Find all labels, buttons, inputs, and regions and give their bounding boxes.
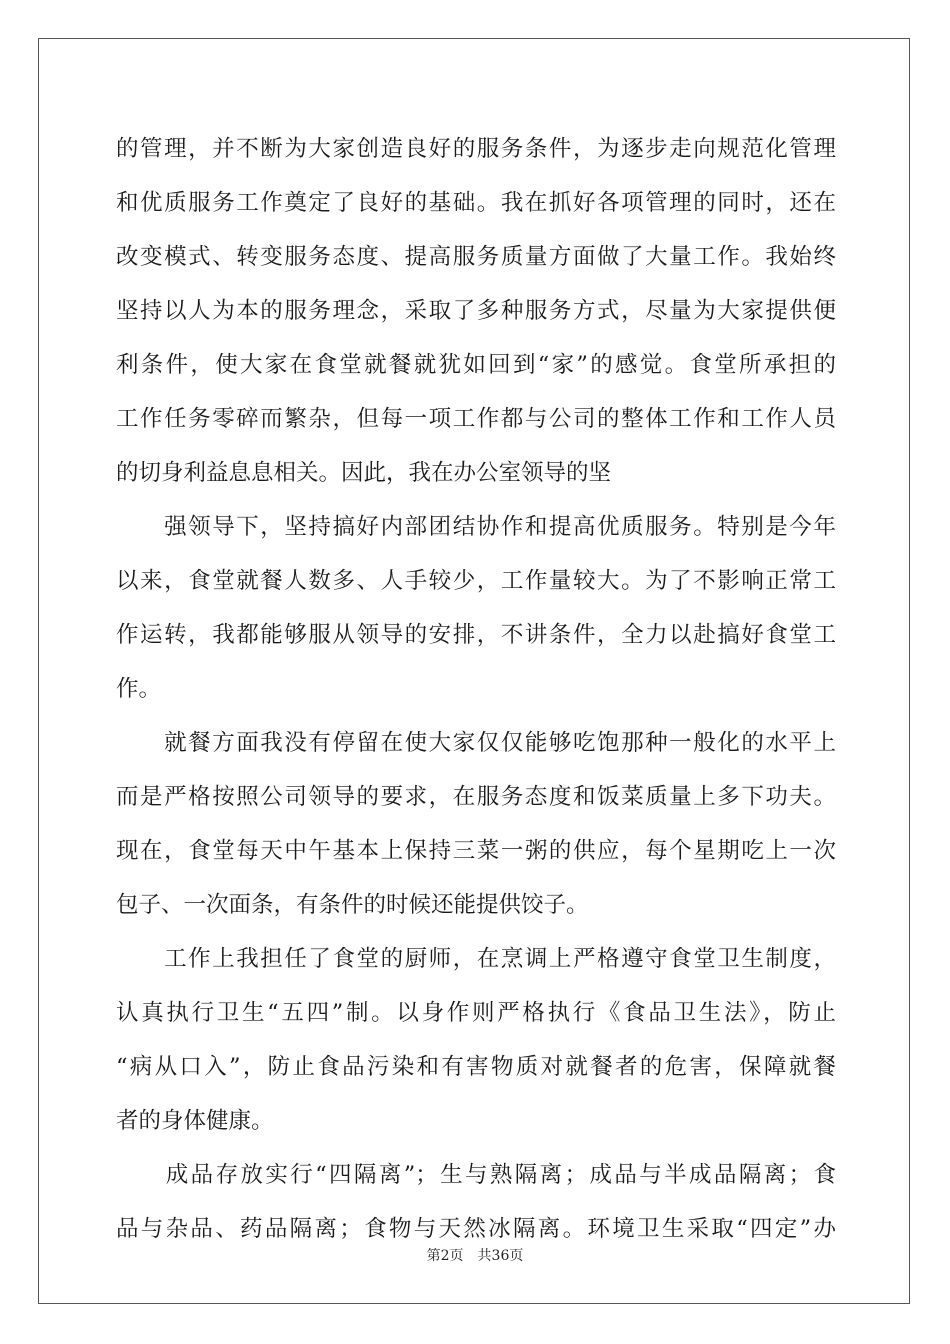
total-page-count: 共36页 [477,1248,524,1264]
paragraph-5 [116,1148,836,1256]
text-line: 品与杂品、药品隔离；食物与天然冰隔离。环境卫生采取“四定”办 [116,1216,836,1242]
paragraph-4 [116,932,836,1148]
document-body [116,122,836,1256]
text-line: 而是严格按照公司领导的要求，在服务态度和饭菜质量上多下功夫。 [116,784,836,810]
text-line: 认真执行卫生“五四”制。以身作则严格执行《食品卫生法》，防止 [116,1000,836,1026]
text-line: 以来，食堂就餐人数多、人手较少，工作量较大。为了不影响正常工 [116,568,836,594]
paragraph-3 [116,716,836,932]
text-line: 工作上我担任了食堂的厨师，在烹调上严格遵守食堂卫生制度， [116,946,836,972]
current-page-number: 第2页 [426,1248,464,1264]
page-footer [0,1245,950,1265]
text-line: 和优质服务工作奠定了良好的基础。我在抓好各项管理的同时，还在 [116,190,836,216]
text-line: 就餐方面我没有停留在使大家仅仅能够吃饱那种一般化的水平上 [116,730,836,756]
text-line: 改变模式、转变服务态度、提高服务质量方面做了大量工作。我始终 [116,244,836,270]
text-line: “病从口入”，防止食品污染和有害物质对就餐者的危害，保障就餐 [116,1054,836,1080]
text-line: 的管理，并不断为大家创造良好的服务条件，为逐步走向规范化管理 [116,136,836,162]
text-line: 的切身利益息息相关。因此，我在办公室领导的坚 [116,460,612,486]
text-line: 强领导下，坚持搞好内部团结协作和提高优质服务。特别是今年 [116,514,836,540]
text-line: 作运转，我都能够服从领导的安排，不讲条件，全力以赴搞好食堂工 [116,622,836,648]
paragraph-2 [116,500,836,716]
text-line: 坚持以人为本的服务理念，采取了多种服务方式，尽量为大家提供便 [116,298,836,324]
text-line: 现在，食堂每天中午基本上保持三菜一粥的供应，每个星期吃上一次 [116,838,836,864]
text-line: 成品存放实行“四隔离”；生与熟隔离；成品与半成品隔离；食 [116,1162,836,1188]
text-line: 包子、一次面条，有条件的时候还能提供饺子。 [116,892,589,918]
text-line: 者的身体健康。 [116,1108,274,1134]
text-line: 作。 [116,676,162,702]
text-line: 工作任务零碎而繁杂，但每一项工作都与公司的整体工作和工作人员 [116,406,836,432]
text-line: 利条件，使大家在食堂就餐就犹如回到“家”的感觉。食堂所承担的 [116,352,836,378]
paragraph-1 [116,122,836,500]
